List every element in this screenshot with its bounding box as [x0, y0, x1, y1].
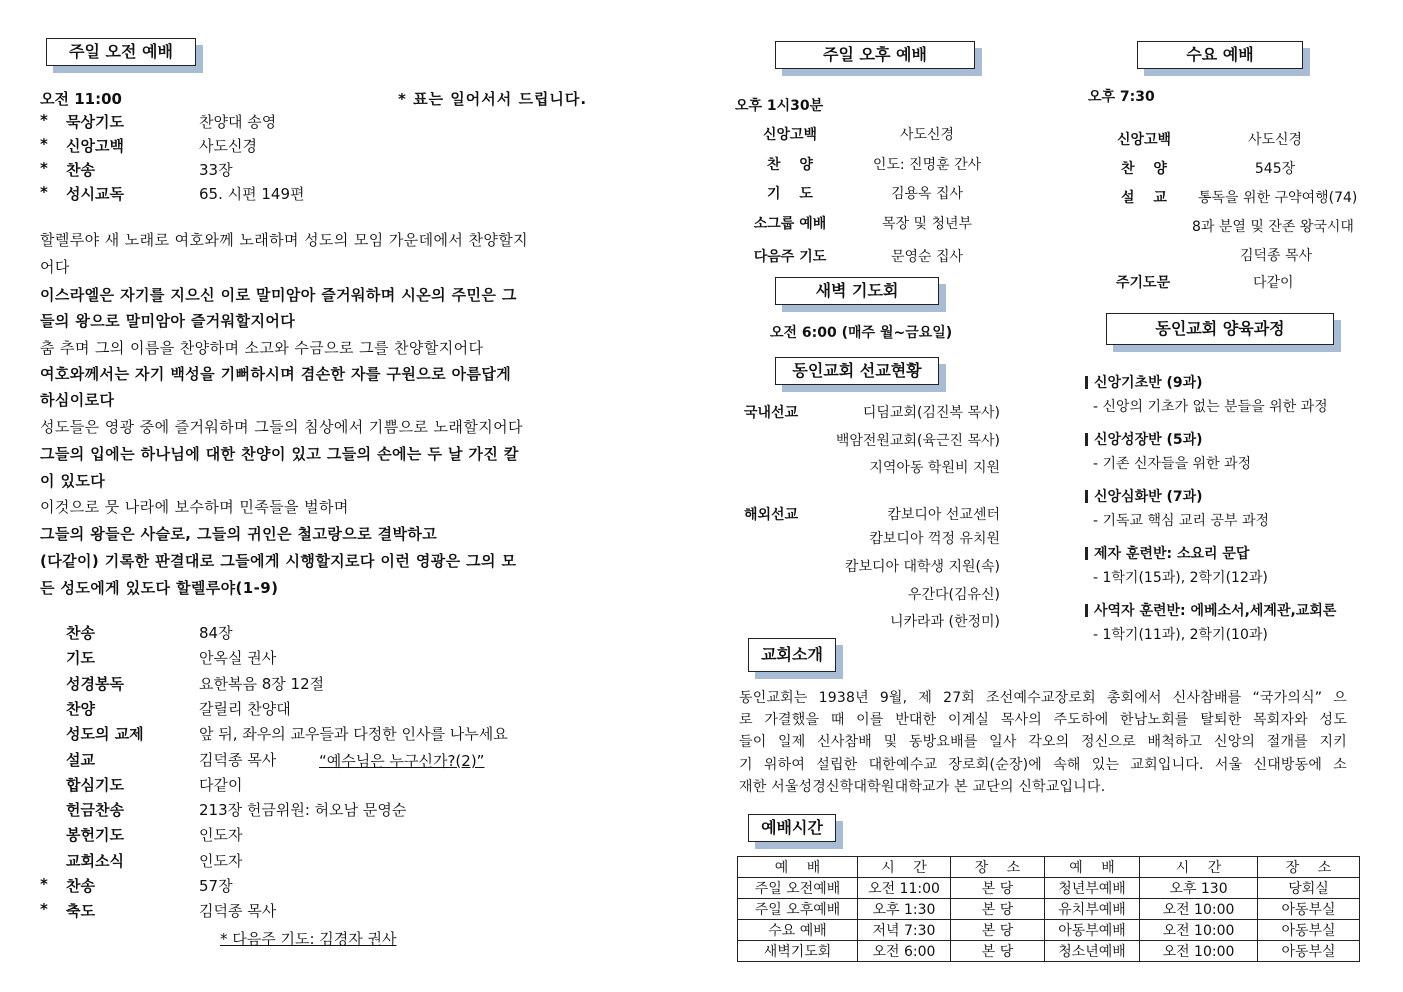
order-value: 다같이: [199, 775, 243, 794]
schedule-cell: 본 당: [951, 920, 1045, 941]
order-value: 김덕종 목사: [199, 750, 277, 769]
order-mark: *: [40, 900, 48, 919]
order-label: 신앙고백: [66, 137, 124, 155]
dawn-prayer-title: 새벽 기도회: [775, 277, 939, 305]
wednesday-service-title: 수요 예배: [1137, 41, 1303, 69]
schedule-header-row: [738, 857, 1360, 878]
afternoon-value: 사도신경: [899, 127, 955, 143]
worship-schedule-table: [737, 856, 1360, 962]
sermon-title: “예수님은 누구신가?(2)”: [319, 752, 485, 770]
wednesday-label: 신앙고백: [1116, 132, 1172, 148]
schedule-cell: 아동부실: [1258, 920, 1360, 941]
order-label: 교회소식: [66, 851, 124, 870]
schedule-header-cell: 예 배: [738, 857, 858, 878]
order-label: 봉헌기도: [66, 826, 124, 845]
order-value: 갈릴리 찬양대: [199, 699, 291, 718]
order-value: 인도자: [199, 851, 243, 870]
afternoon-label: 신앙고백: [762, 127, 818, 143]
overseas-mission-item: 캄보디아 선교센터: [887, 507, 1000, 523]
psalm-line: 든 성도에게 있도다 할렐루야(1-9): [40, 579, 279, 597]
schedule-cell: 새벽기도회: [738, 941, 858, 962]
order-label: 찬양: [66, 699, 95, 718]
schedule-cell: 청년부예배: [1045, 878, 1140, 899]
order-label: 합심기도: [66, 775, 124, 794]
afternoon-value: 문영순 집사: [890, 249, 964, 265]
morning-time: 오전 11:00: [40, 90, 122, 108]
lords-prayer-label: 주기도문: [1116, 275, 1171, 291]
course-name: 사역자 훈련반: 에베소서,세계관,교회론: [1094, 603, 1337, 619]
psalm-line: (다같이) 기록한 판결대로 그들에게 시행할지로다 이런 영광은 그의 모: [40, 552, 517, 570]
order-value: 요한복음 8장 12절: [199, 674, 325, 693]
schedule-header-cell: 예 배: [1045, 857, 1140, 878]
course-bullet: [1085, 490, 1088, 503]
afternoon-label: 기 도: [767, 186, 813, 202]
schedule-row: [738, 920, 1360, 941]
overseas-mission-item: 캄보디아 대학생 지원(속): [844, 559, 1000, 575]
order-value: 213장 헌금위원: 허오남 문영순: [199, 801, 407, 820]
course-name: 제자 훈련반: 소요리 문답: [1094, 546, 1250, 562]
order-label: 찬송: [66, 624, 95, 642]
schedule-cell: 주일 오후예배: [738, 899, 858, 920]
order-value: 찬양대 송영: [199, 113, 277, 131]
schedule-header-cell: 장 소: [1258, 857, 1360, 878]
afternoon-value: 김용옥 집사: [890, 186, 964, 202]
church-intro-title: 교회소개: [748, 638, 836, 672]
schedule-cell: 저녁 7:30: [858, 920, 951, 941]
schedule-row: [738, 899, 1360, 920]
wednesday-preacher: 김덕종 목사: [1240, 248, 1313, 264]
standing-note: * 표는 일어서서 드립니다.: [398, 90, 588, 108]
schedule-cell: 본 당: [951, 941, 1045, 962]
domestic-mission-item: 백암전원교회(육근진 목사): [835, 433, 1000, 449]
psalm-line: 춤 추며 그의 이름을 찬양하며 소고와 수금으로 그를 찬양할지어다: [40, 339, 484, 357]
schedule-row: [738, 878, 1360, 899]
order-label: 묵상기도: [66, 113, 124, 131]
order-mark: *: [40, 183, 48, 201]
schedule-cell: 유치부예배: [1045, 899, 1140, 920]
course-bullet: [1085, 376, 1088, 389]
order-value: 84장: [199, 624, 233, 642]
course-desc: - 기독교 핵심 교리 공부 과정: [1093, 513, 1270, 529]
schedule-header-cell: 시 간: [1140, 857, 1258, 878]
schedule-cell: 오전 10:00: [1140, 899, 1258, 920]
overseas-mission-label: 해외선교: [744, 507, 799, 523]
course-bullet: [1085, 433, 1088, 446]
schedule-cell: 오후 130: [1140, 878, 1258, 899]
order-value: 안옥실 권사: [199, 649, 277, 668]
schedule-title: 예배시간: [748, 814, 836, 842]
schedule-header-cell: 장 소: [951, 857, 1045, 878]
schedule-cell: 수요 예배: [738, 920, 858, 941]
afternoon-label: 소그룹 예배: [753, 216, 827, 232]
order-mark: *: [40, 111, 48, 129]
order-label: 찬송: [66, 161, 95, 179]
psalm-line: 성도들은 영광 중에 즐거워하며 그들의 침상에서 기쁨으로 노래할지어다: [40, 418, 523, 436]
overseas-mission-item: 니카라과 (한정미): [889, 614, 1000, 630]
course-name: 신앙기초반 (9과): [1094, 375, 1203, 391]
schedule-cell: 아동부실: [1258, 899, 1360, 920]
order-label: 성도의 교제: [66, 725, 144, 744]
psalm-line: 그들의 입에는 하나님에 대한 찬양이 있고 그들의 손에는 두 날 가진 칼: [40, 445, 519, 463]
wednesday-value: 통독을 위한 구약여행(74): [1198, 190, 1358, 206]
schedule-row: [738, 941, 1360, 962]
course-name: 신앙심화반 (7과): [1094, 489, 1203, 505]
domestic-mission-label: 국내선교: [744, 405, 799, 421]
wednesday-time: 오후 7:30: [1088, 89, 1155, 105]
psalm-line: 여호와께서는 자기 백성을 기뻐하시며 겸손한 자를 구원으로 아름답게: [40, 365, 512, 383]
overseas-mission-item: 캄보디아 꺽정 유치원: [869, 531, 1000, 547]
course-bullet: [1085, 547, 1088, 560]
order-value: 김덕종 목사: [199, 902, 277, 921]
order-label: 성경봉독: [66, 674, 124, 693]
wednesday-sermon-subtitle: 8과 분열 및 잔존 왕국시대: [1192, 219, 1354, 235]
order-value: 사도신경: [199, 137, 257, 155]
schedule-cell: 오전 11:00: [858, 878, 951, 899]
schedule-header-cell: 시 간: [858, 857, 951, 878]
order-value: 인도자: [199, 826, 243, 845]
psalm-line: 이스라엘은 자기를 지으신 이로 말미암아 즐거워하며 시온의 주민은 그: [40, 286, 517, 304]
afternoon-value: 목장 및 청년부: [881, 216, 973, 232]
schedule-cell: 아동부예배: [1045, 920, 1140, 941]
order-label: 헌금찬송: [66, 801, 124, 820]
order-value: 33장: [199, 161, 233, 179]
intro-line: 기 위하여 설립한 대한예수교 장로회(순장)에 속해 있는 교회입니다. 서울 신대방동에 소: [739, 756, 1347, 773]
intro-line: 동인교회는 1938년 9월, 제 27회 조선예수교장로회 총회에서 신사참배를 “국가의식” 으: [739, 690, 1347, 706]
psalm-line: 들의 왕으로 말미암아 즐거워할지어다: [40, 312, 296, 330]
intro-line: 재한 서울성경신학대학원대학교가 본 교단의 신학교입니다.: [739, 778, 1106, 795]
afternoon-label: 찬 양: [767, 157, 813, 173]
wednesday-value: 사도신경: [1247, 132, 1303, 148]
training-title: 동인교회 양육과정: [1106, 313, 1334, 345]
schedule-body: [738, 878, 1360, 962]
psalm-line: 하심이로다: [40, 391, 115, 409]
domestic-mission-item: 지역아동 학원비 지원: [869, 460, 1000, 476]
afternoon-service-title: 주일 오후 예배: [775, 41, 975, 69]
order-mark: *: [40, 159, 48, 177]
schedule-cell: 아동부실: [1258, 941, 1360, 962]
schedule-cell: 주일 오전예배: [738, 878, 858, 899]
schedule-cell: 본 당: [951, 899, 1045, 920]
schedule-cell: 오전 6:00: [858, 941, 951, 962]
course-name: 신앙성장반 (5과): [1094, 432, 1203, 448]
order-value: 앞 뒤, 좌우의 교우들과 다정한 인사를 나누세요: [199, 725, 508, 744]
schedule-cell: 본 당: [951, 878, 1045, 899]
morning-service-title: 주일 오전 예배: [46, 38, 196, 66]
course-bullet: [1085, 604, 1088, 617]
domestic-mission-item: 디딤교회(김진복 목사): [862, 405, 1000, 421]
course-desc: - 1학기(11과), 2학기(10과): [1093, 627, 1268, 643]
mission-title: 동인교회 선교현황: [775, 357, 939, 385]
order-value: 65. 시편 149편: [199, 185, 305, 203]
lords-prayer-value: 다같이: [1253, 275, 1294, 291]
afternoon-value: 인도: 진명훈 간사: [872, 157, 982, 173]
order-label: 성시교독: [66, 185, 124, 203]
course-desc: - 기존 신자들을 위한 과정: [1093, 456, 1252, 472]
psalm-line: 할렐루야 새 노래로 여호와께 노래하며 성도의 모임 가운데에서 찬양할지: [40, 231, 529, 249]
intro-line: 로 가결했을 때 이를 반대한 이계실 목사의 주도하에 한남노회를 탈퇴한 목회자와 성도: [739, 712, 1347, 729]
order-mark: *: [40, 875, 48, 893]
dawn-prayer-time: 오전 6:00 (매주 월~금요일): [770, 325, 953, 341]
afternoon-time: 오후 1시30분: [735, 98, 824, 114]
wednesday-label: 찬 양: [1121, 161, 1167, 177]
wednesday-label: 설 교: [1121, 190, 1167, 206]
order-label: 기도: [66, 649, 95, 668]
order-label: 설교: [66, 750, 95, 769]
course-desc: - 1학기(15과), 2학기(12과): [1093, 570, 1268, 586]
psalm-line: 그들의 왕들은 사슬로, 그들의 귀인은 철고랑으로 결박하고: [40, 525, 438, 543]
order-label: 축도: [66, 902, 95, 921]
schedule-cell: 당회실: [1258, 878, 1360, 899]
course-desc: - 신앙의 기초가 없는 분들을 위한 과정: [1093, 399, 1328, 415]
afternoon-label: 다음주 기도: [753, 249, 827, 265]
wednesday-value: 545장: [1254, 161, 1296, 177]
schedule-cell: 오전 10:00: [1140, 941, 1258, 962]
order-mark: *: [40, 135, 48, 153]
psalm-line: 어다: [40, 258, 70, 276]
intro-line: 들이 일제 신사참배 및 동방요배를 일사 각오의 정신으로 배척하고 신앙의 절개를 지키: [739, 734, 1347, 751]
psalm-line: 이 있도다: [40, 472, 106, 490]
schedule-cell: 청소년예배: [1045, 941, 1140, 962]
order-value: 57장: [199, 877, 233, 895]
schedule-cell: 오후 1:30: [858, 899, 951, 920]
order-label: 찬송: [66, 877, 95, 895]
psalm-line: 이것으로 뭇 나라에 보수하며 민족들을 벌하며: [40, 498, 349, 516]
next-week-prayer: * 다음주 기도: 김경자 권사: [220, 930, 397, 948]
schedule-cell: 오전 10:00: [1140, 920, 1258, 941]
overseas-mission-item: 우간다(김유신): [907, 587, 1000, 603]
